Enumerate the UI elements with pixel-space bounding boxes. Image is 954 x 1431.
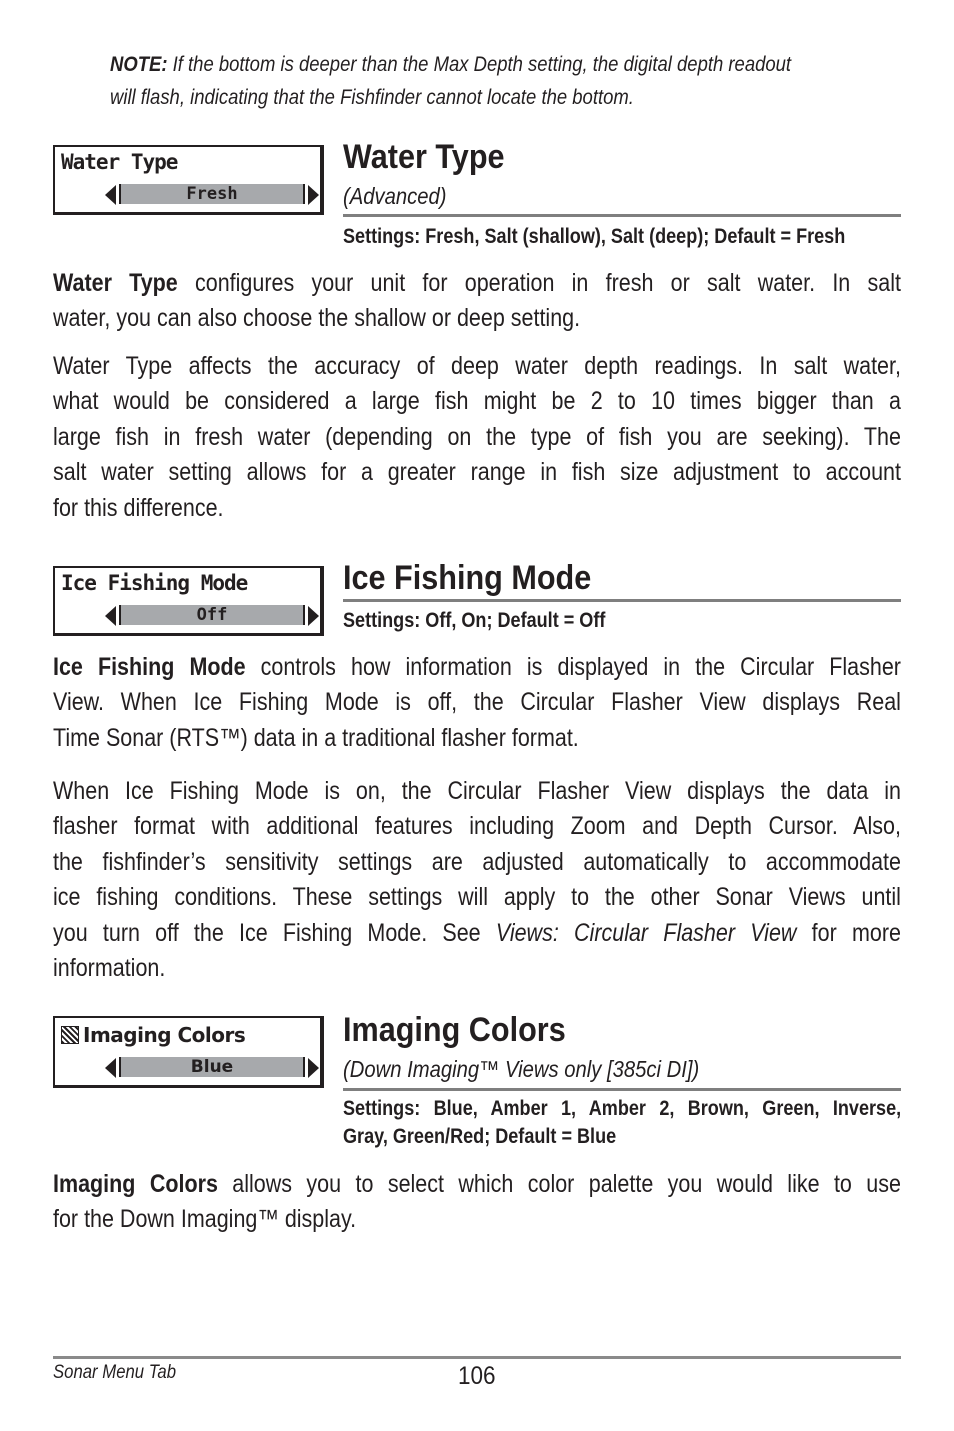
water-type-settings: Settings: Fresh, Salt (shallow), Salt (deep); Default = Fresh — [343, 225, 846, 248]
note-label: NOTE: — [110, 53, 168, 76]
imaging-colors-menu-title: Imaging Colors — [83, 1023, 246, 1047]
ice-fishing-selector[interactable] — [105, 604, 319, 628]
arrow-left-icon[interactable] — [105, 606, 116, 626]
footer-section-name: Sonar Menu Tab — [53, 1362, 177, 1383]
imaging-colors-settings: Settings: Blue, Amber 1, Amber 2, Brown, Green, Inverse, Gray, Green/Red; Default = Blue — [343, 1097, 902, 1148]
water-type-paragraph-1: Water Type configures your unit for operation in fresh or salt water. In salt water, you can also choose the shallow or deep setting. — [53, 269, 901, 333]
note-text-line-1: If the bottom is deeper than the Max Depth setting, the digital depth readout — [167, 53, 792, 76]
water-type-heading: Water Type — [343, 138, 505, 176]
water-type-menu-title: Water Type — [61, 150, 178, 174]
arrow-right-icon[interactable] — [308, 1058, 319, 1078]
note-text-line-2: will flash, indicating that the Fishfinder cannot locate the bottom. — [110, 86, 634, 109]
ice-fishing-menu-title: Ice Fishing Mode — [61, 571, 248, 595]
imaging-colors-heading: Imaging Colors — [343, 1011, 566, 1049]
footer-rule — [53, 1356, 901, 1359]
water-type-paragraph-2: Water Type affects the accuracy of deep water depth readings. In salt water, what would be considered a large fish might be 2 to 10 times bigger than a large fish in fresh water (depending on the type of fish you are seeking). The salt water setting allows for a greater range in fish size adjustment to account for this difference. — [53, 352, 901, 522]
ice-fishing-paragraph-2: When Ice Fishing Mode is on, the Circular Flasher View displays the data in flasher format with additional features including Zoom and Depth Cursor. Also, the fishfinder’s sensitivity settings are adjusted automatically to accommodate ice fishing conditions. These settings will apply to the other Sonar Views until you turn off the Ice Fishing Mode. See Views: Circular Flasher View for more information. — [53, 777, 901, 983]
ice-fishing-heading: Ice Fishing Mode — [343, 559, 592, 597]
water-type-selector[interactable] — [105, 183, 319, 207]
imaging-colors-subheading: (Down Imaging™ Views only [385ci DI]) — [343, 1056, 700, 1082]
imaging-colors-paragraph-1: Imaging Colors allows you to select which color palette you would like to use for the Down Imaging™ display. — [53, 1170, 901, 1234]
water-type-rule — [343, 214, 901, 217]
cross-reference: Views: Circular Flasher View — [495, 918, 797, 947]
arrow-left-icon[interactable] — [105, 1058, 116, 1078]
imaging-colors-value: Blue — [119, 1057, 305, 1077]
note — [110, 48, 902, 114]
water-type-menu[interactable] — [53, 145, 324, 215]
imaging-colors-selector[interactable] — [105, 1056, 319, 1080]
page-number: 106 — [458, 1362, 496, 1390]
water-type-value: Fresh — [119, 184, 305, 204]
ice-fishing-paragraph-1: Ice Fishing Mode controls how information is displayed in the Circular Flasher View. When Ice Fishing Mode is off, the Circular Flasher View displays Real Time Sonar (RTS™) data in a traditional flasher format. — [53, 653, 901, 752]
ice-fishing-value: Off — [119, 605, 305, 625]
ice-fishing-rule — [343, 599, 901, 602]
imaging-icon — [61, 1026, 79, 1044]
imaging-colors-menu[interactable] — [53, 1016, 324, 1088]
ice-fishing-menu[interactable] — [53, 566, 324, 636]
arrow-right-icon[interactable] — [308, 606, 319, 626]
arrow-right-icon[interactable] — [308, 185, 319, 205]
ice-fishing-settings: Settings: Off, On; Default = Off — [343, 609, 606, 632]
imaging-colors-rule — [343, 1088, 901, 1091]
water-type-subheading: (Advanced) — [343, 183, 447, 209]
arrow-left-icon[interactable] — [105, 185, 116, 205]
